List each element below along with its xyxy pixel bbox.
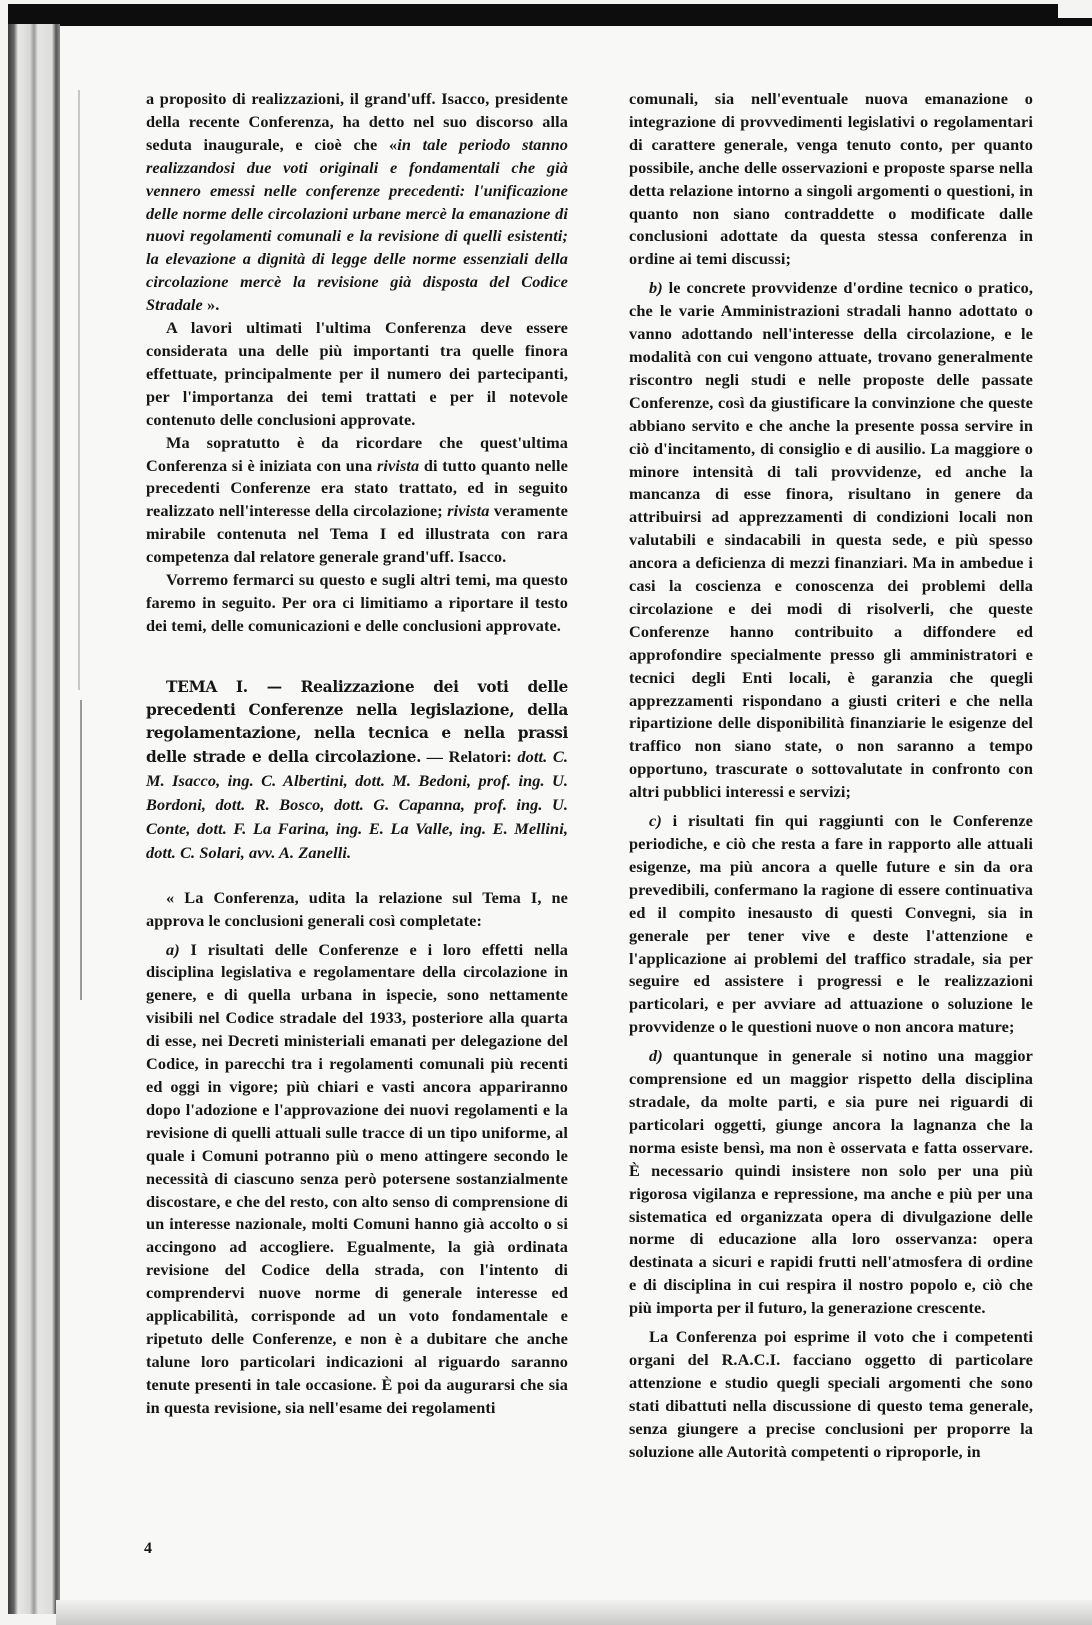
list-label: c) [649, 811, 662, 831]
margin-mark [78, 90, 80, 690]
left-column [146, 88, 568, 1420]
list-label: a) [166, 939, 180, 959]
paragraph-isacco-quote: a proposito di realizzazioni, il grand'uff. Isacco, presidente della recente Conferenza, ha detto nel suo discorso alla seduta inaugurale, e cioè che «in tale periodo stanno realizzandosi due voti originali e fondamentali che già vennero emessi nelle conferenze precedenti: l'unificazione delle norme delle circolazioni urbane mercè la emanazione di nuovi regolamenti comunali e la revisione di quelli esistenti; la elevazione a dignità di legge delle norme essenziali della circolazione mercè la revisione già disposta del Codice Stradale ». [146, 89, 568, 315]
paragraph-point-b: b) le concrete provvidenze d'ordine tecnico o pratico, che le varie Amministrazioni stradali hanno adottato o vanno adottando nell'interesse della circolazione, e le modalità con cui vengono attuate, trovano generalmente riscontro negli studi e nelle proposte delle passate Conferenze, così da giustificare la convinzione che queste abbiano servito e che anche la presente possa servire in ciò d'incitamento, di consiglio e di ausilio. La maggiore o minore intensità di tali provvidenze, ed anche la mancanza di esse finora, risultano in genere da attribuirsi ad apprezzamenti di condizioni locali non valutabili e sindacabili in questa sede, e più spesso ancora a deficienza di mezzi finanziari. Ma in ambedue i casi la coscienza e conoscenza dei problemi della circolazione e dei modi di risolverli, che queste Conferenze hanno contribuito a diffondere ed approfondire specialmente presso gli amministratori e tecnici degli Enti locali, è garanzia che quegli apprezzamenti rispondano a giusti criteri e che nella ripartizione delle disponibilità finanziarie le esigenze del traffico non siano state, o non saranno a tempo opportuno, trascurate o sottovalutate in confronto con altri pubblici interessi e servizi; [629, 278, 1033, 802]
paragraph-conference-importance: A lavori ultimati l'ultima Conferenza deve essere considerata una delle più importanti tra quelle finora effettuate, principalmente per il numero dei partecipanti, per l'importanza dei temi trattati e per il notevole contenuto delle conclusioni approvate. [146, 318, 568, 429]
book-binding-edge [8, 24, 60, 1614]
relatori-label: — Relatori: [421, 746, 518, 766]
quote-italic: in tale periodo stanno realizzandosi due voti originali e fondamentali che già vennero emessi nelle conferenze precedenti: l'unificazione delle norme delle circolazioni urbane mercè la emanazione di nuovi regolamenti comunali e la revisione di quelli esistenti; la elevazione a dignità di legge delle norme essenziali della circolazione mercè la revisione già disposta del Codice Stradale [146, 134, 568, 315]
paragraph-conference-approves: « La Conferenza, udita la relazione sul Tema I, ne approva le conclusioni generali così completate: [146, 887, 568, 930]
paragraph-raci-vote: La Conferenza poi esprime il voto che i competenti organi del R.A.C.I. facciano oggetto di particolare attenzione e studio quegli speciali argomenti che sono stati dibattuti nella discussione di questo tema generale, senza giungere a precise conclusioni per proporre la soluzione alle Autorità competenti o riproporle, in [629, 1327, 1033, 1461]
list-label: d) [649, 1046, 663, 1066]
section-heading-tema-1 [146, 676, 568, 865]
paragraph-point-a: a) I risultati delle Conferenze e i loro effetti nella disciplina legislativa e regolamentare della circolazione in genere, e di quella urbana in ispecie, sono nettamente visibili nel Codice stradale del 1933, posteriore alla quarta di esse, nei Decreti ministeriali emanati per delegazione del Codice, in parecchi tra i regolamenti comunali più recenti ed oggi in vigore; più chiari e vasti ancora appariranno dopo l'adozione e l'approvazione dei nuovi regolamenti e la revisione di quelli attuali sulle tracce di un tipo uniforme, al quale i Comuni potranno più o meno attingere secondo le necessità di ciascuno senza però potersene sostanzialmente discostare, e che del resto, con alto senso di comprensione di un interesse nazionale, molti Comuni hanno già accolto o si accingono ad accogliere. Egualmente, la già ordinata revisione del Codice della strada, con l'intento di comprendervi nuove norme di generale interesse ed applicabilità, corrisponde ad un voto fondamentale e ripetuto delle Conferenze, e non è a dubitare che anche talune loro particolari indicazioni al riguardo saranno tenute presenti in tale occasione. È poi da augurarsi che sia in questa revisione, sia nell'esame dei regolamenti [146, 939, 568, 1417]
paragraph-point-c: c) i risultati fin qui raggiunti con le Conferenze periodiche, e ciò che resta a fare in rapporto alle attuali esigenze, ma più ancora a quelle future e sin da ora prevedibili, confermano la ragione di essere continuativa ed il compito inesausto di questi Convegni, sia in generale per tener vive e deste l'attenzione e l'applicazione ai problemi del traffico stradale, sia per seguire ed assistere i progressi e le realizzazioni particolari, e per avviare ad attuazione o soluzione le provvidenze o le questioni nuove o non ancora mature; [629, 811, 1033, 1037]
paragraph-rivista: Ma sopratutto è da ricordare che quest'ultima Conferenza si è iniziata con una rivista di tutto quanto nelle precedenti Conferenze era stato trattato, ed in seguito realizzato nell'interesse della circolazione; rivista veramente mirabile contenuta nel Tema I ed illustrata con rara competenza dal relatore generale grand'uff. Isacco. [146, 432, 568, 567]
paragraph-continuation: comunali, sia nell'eventuale nuova emanazione o integrazione di provvedimenti legislativi o regolamentari di carattere generale, venga tenuto conto, per quanto possibile, anche delle osservazioni e proposte sparse nella detta relazione intorno a singoli argomenti o questioni, in quanto non siano contraddette o modificate dalle conclusioni adottate da questa stessa conferenza in ordine ai temi discussi; [629, 89, 1033, 269]
paragraph-point-d: d) quantunque in generale si notino una maggior comprensione ed un maggior rispetto della disciplina stradale, da molte parti, e sia pure nei riguardi di particolari oggetti, giunge ancora la lagnanza che la norma esiste bensì, ma non è osservata e fatta osservare. È necessario quindi insistere non solo per una più rigorosa vigilanza e repressione, ma anche e più per una sistematica ed organizzata opera di divulgazione delle norme di educazione alla loro osservanza: opera destinata a sicuri e rapidi frutti nell'atmosfera di ordine e di disciplina in cui respira il nostro popolo e, ciò che più importa per il futuro, la generazione crescente. [629, 1046, 1033, 1318]
margin-mark [80, 700, 82, 1000]
heading-title: TEMA I. — Realizzazione dei voti delle precedenti Conferenze nella legislazione, della regolamentazione, nella tecnica e nella prassi delle strade e della circolazione. [146, 677, 568, 766]
scan-shadow-bottom [56, 1600, 1092, 1625]
scan-border-top [8, 4, 1058, 28]
paragraph-intro-themes: Vorremo fermarci su questo e sugli altri temi, ma questo faremo in seguito. Per ora ci limitiamo a riportare il testo dei temi, delle comunicazioni e delle conclusioni approvate. [146, 570, 568, 635]
relatori-names: dott. C. M. Isacco, ing. C. Albertini, dott. M. Bedoni, prof. ing. U. Bordoni, dott. R. Bosco, dott. G. Capanna, prof. ing. U. Conte, dott. F. La Farina, ing. E. La Valle, ing. E. Mellini, dott. C. Solari, avv. A. Zanelli. [146, 746, 568, 862]
list-label: b) [649, 278, 663, 298]
right-column [629, 88, 1033, 1463]
page-number: 4 [144, 1540, 152, 1557]
